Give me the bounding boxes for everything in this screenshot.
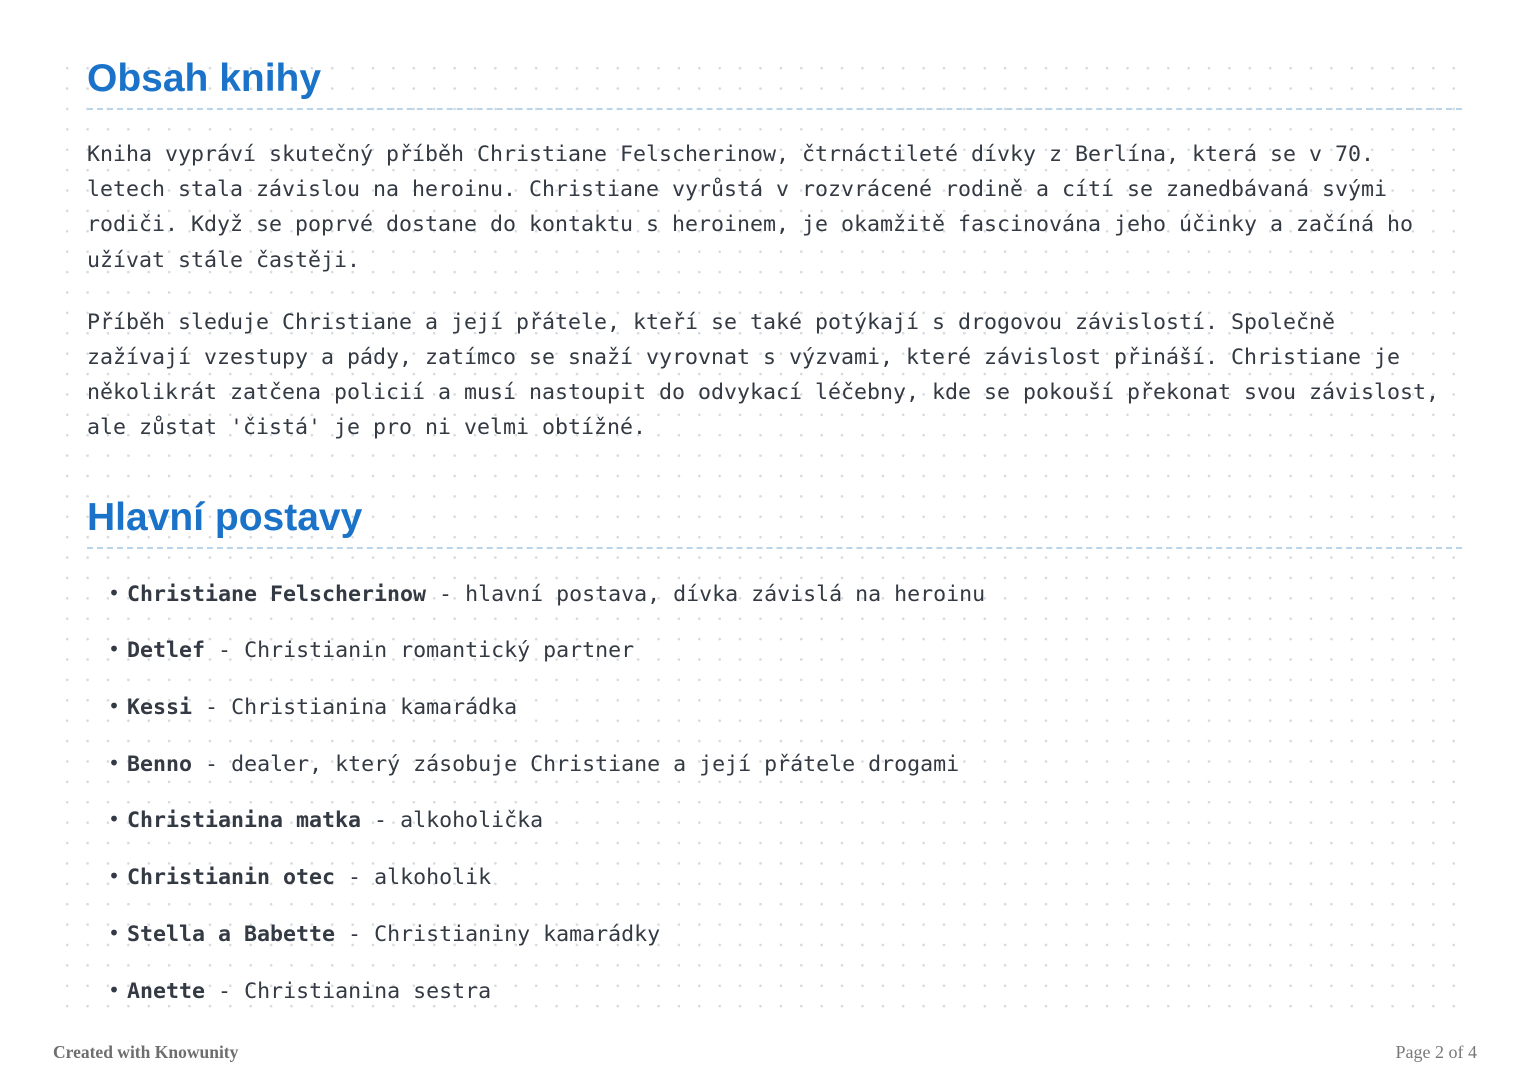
section-main-characters <box>87 494 1462 1009</box>
character-list-item <box>108 690 1462 725</box>
character-list <box>87 577 1462 1009</box>
character-list-item <box>108 860 1462 895</box>
name-description-separator: - <box>205 751 219 777</box>
character-name: Anette <box>127 978 206 1004</box>
character-list-item <box>108 803 1462 838</box>
name-description-separator: - <box>205 695 219 721</box>
summary-paragraph-1: Kniha vypráví skutečný příběh Christiane Felscherinow, čtrnáctileté dívky z Berlína, která se v 70. letech stala závislou na heroinu. Christiane vyrůstá v rozvrácené rodině a cítí se zanedbávaná svými rodiči. Když se poprvé dostane do kontaktu s heroinem, je okamžitě fascinována jeho účinky a začíná ho užívat stále častěji. <box>87 142 1414 273</box>
page-footer <box>53 1042 1477 1063</box>
section-title-book-summary: Obsah knihy <box>87 55 1462 110</box>
character-name: Kessi <box>127 695 193 721</box>
character-list-item <box>108 747 1462 782</box>
character-name: Christianin otec <box>127 865 336 891</box>
character-name: Detlef <box>127 638 206 664</box>
character-list-item <box>108 633 1462 668</box>
character-name: Stella a Babette <box>127 921 336 947</box>
character-list-item <box>108 974 1462 1009</box>
character-name: Christianina matka <box>127 808 362 834</box>
character-description: alkoholik <box>374 865 492 891</box>
created-with-label: Created with Knowunity <box>53 1042 239 1062</box>
character-description: Christianina kamarádka <box>231 695 518 721</box>
character-description: Christianin romantický partner <box>244 638 635 664</box>
name-description-separator: - <box>374 808 388 834</box>
character-list-item <box>108 577 1462 612</box>
note-content-area <box>55 55 1472 1022</box>
name-description-separator: - <box>348 921 362 947</box>
page-number-label: Page 2 of 4 <box>1395 1042 1477 1062</box>
section-title-main-characters: Hlavní postavy <box>87 494 1462 549</box>
name-description-separator: - <box>439 581 453 607</box>
character-description: Christianina sestra <box>244 978 492 1004</box>
character-name: Christiane Felscherinow <box>127 581 427 607</box>
section-book-summary <box>87 55 1462 446</box>
name-description-separator: - <box>348 865 362 891</box>
character-description: hlavní postava, dívka závislá na heroinu <box>465 581 986 607</box>
name-description-separator: - <box>218 978 232 1004</box>
character-name: Benno <box>127 751 193 777</box>
character-description: Christianiny kamarádky <box>374 921 661 947</box>
character-list-item <box>108 917 1462 952</box>
name-description-separator: - <box>218 638 232 664</box>
character-description: dealer, který zásobuje Christiane a její přátele drogami <box>231 751 960 777</box>
character-description: alkoholička <box>400 808 544 834</box>
summary-paragraph-2: Příběh sleduje Christiane a její přátele, kteří se také potýkají s drogovou závislostí. Společně zažívají vzestupy a pády, zatímco se snaží vyrovnat s výzvami, které závislost přináší. Christiane je několikrát zatčena policií a musí nastoupit do odvykací léčebny, kde se pokouší překonat svou závislost, ale zůstat 'čistá' je pro ni velmi obtížné. <box>87 309 1440 441</box>
